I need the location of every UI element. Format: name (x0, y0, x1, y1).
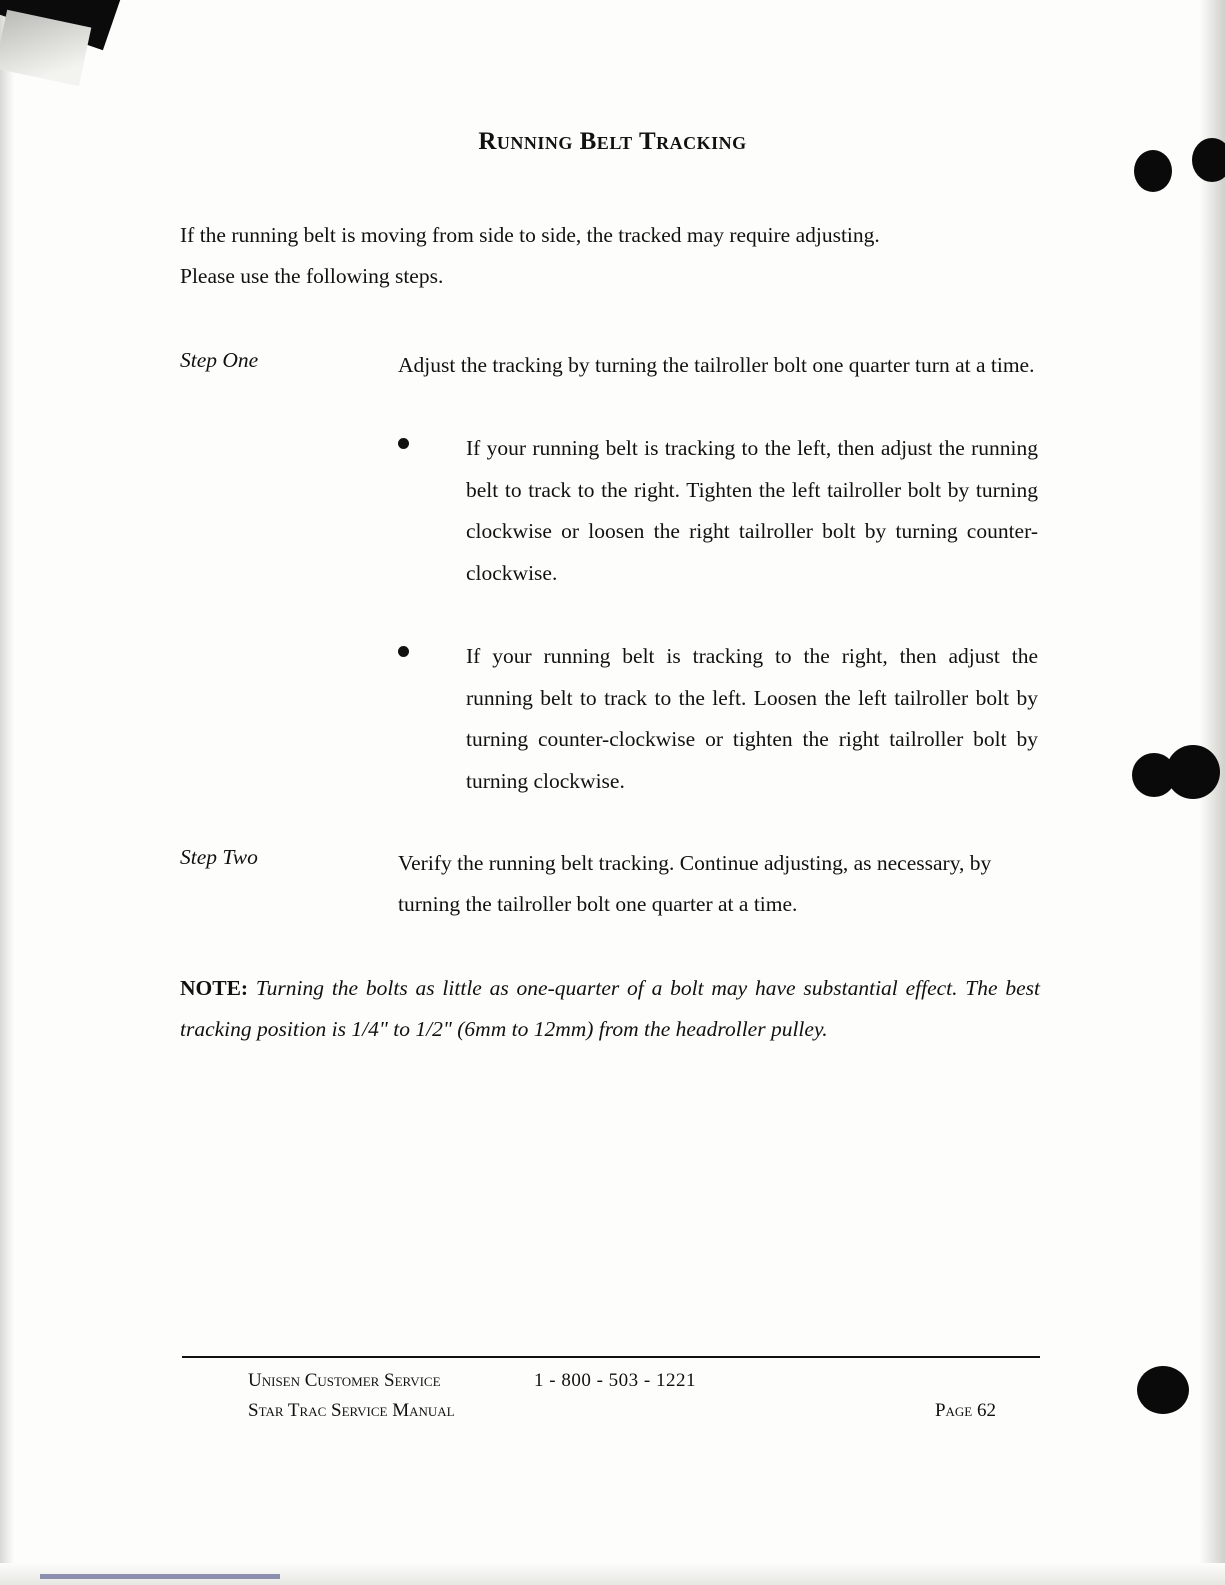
bullet-dot-icon (398, 438, 409, 449)
step-two-label: Step Two (180, 845, 258, 869)
step-two-body (398, 843, 1038, 925)
note-text: Turning the bolts as little as one-quarter of a bolt may have substantial effect. The best tracking position is 1/4" to 1/2" (6mm to 12mm) from the headroller pulley. (180, 976, 1040, 1041)
step-one-body-text: Adjust the tracking by turning the tailroller bolt one quarter turn at a time. (398, 353, 1035, 377)
footer-page-number: Page 62 (934, 1400, 996, 1421)
footer-phone: 1 - 800 - 503 - 1221 (534, 1370, 696, 1391)
bullet-dot-icon (398, 646, 409, 657)
bullet-text: If your running belt is tracking to the right, then adjust the running belt to track to the left. Loosen the left tailroller bolt by turning counter-clockwise or tighten the right tailroller bolt by turning clockwise. (466, 644, 1038, 793)
page-title: Running Belt Tracking (478, 128, 747, 155)
intro-line-2: Please use the following steps. (180, 264, 444, 288)
step-two-body-text: Verify the running belt tracking. Continue adjusting, as necessary, by turning the tailroller bolt one quarter at a time. (398, 851, 992, 916)
note-prefix: NOTE: (180, 976, 249, 1000)
step-one-label: Step One (180, 348, 259, 372)
bullet-text: If your running belt is tracking to the left, then adjust the running belt to track to the right. Tighten the left tailroller bolt by turning clockwise or loosen the right tailroller bolt by turning counter-clockwise. (466, 436, 1038, 585)
page-footer (182, 1366, 1040, 1426)
footer-organization: Unisen Customer Service (248, 1370, 441, 1391)
step-one-bullet-2 (398, 636, 1038, 802)
note-paragraph (180, 968, 1040, 1050)
intro-paragraph (180, 215, 1000, 297)
footer-divider (182, 1356, 1040, 1358)
footer-manual-title: Star Trac Service Manual (248, 1400, 455, 1421)
intro-line-1: If the running belt is moving from side to side, the tracked may require adjusting. (180, 223, 880, 247)
step-one-body (398, 345, 1038, 386)
step-one-bullet-1 (398, 428, 1038, 594)
